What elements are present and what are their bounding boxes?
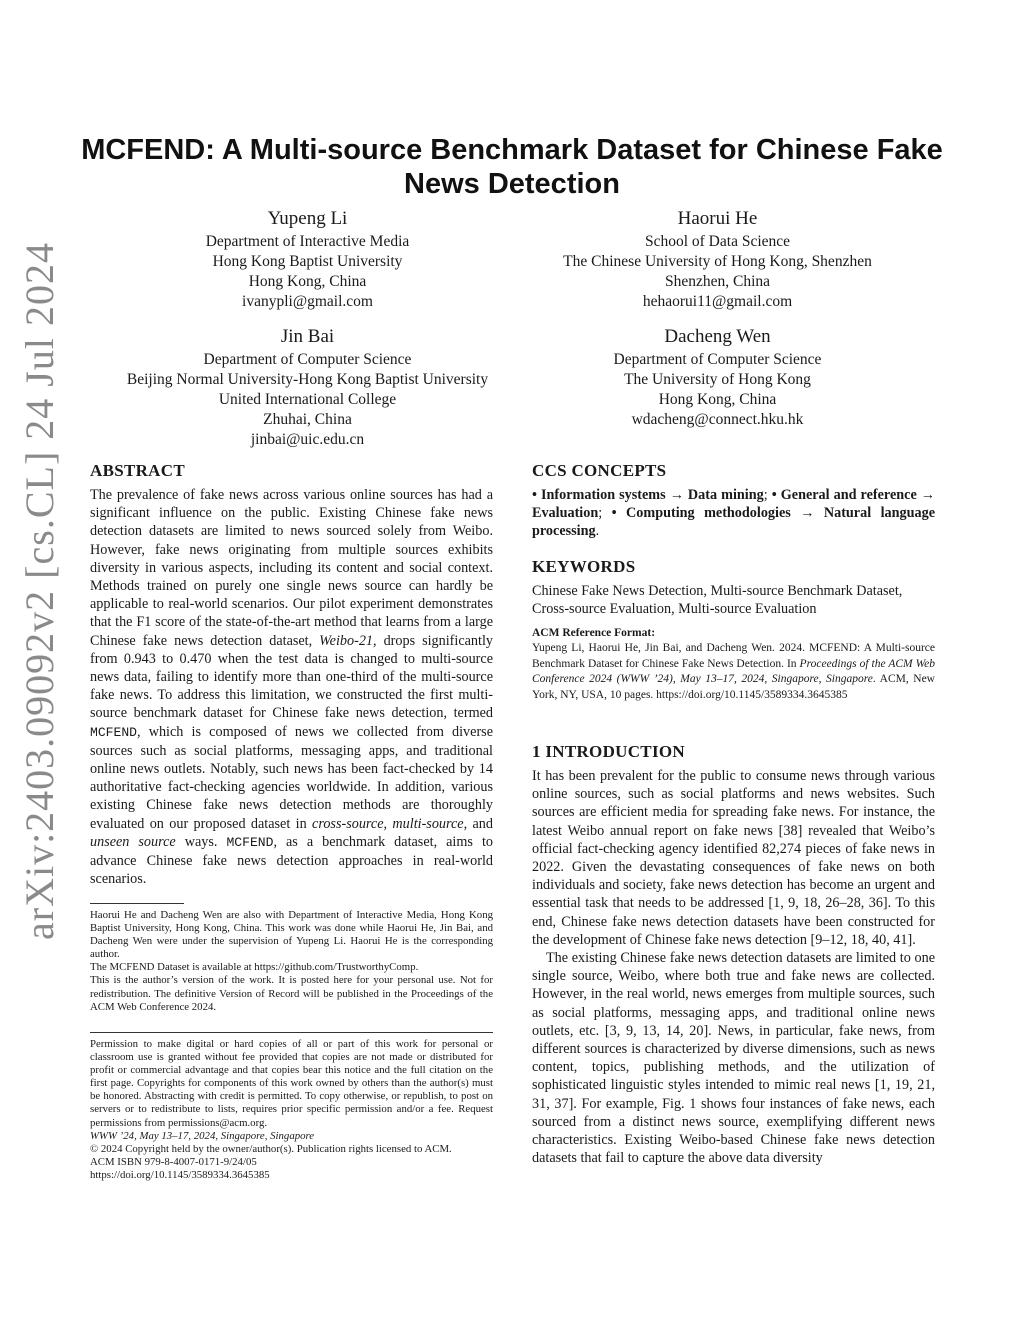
author-block-haorui-he (500, 207, 935, 312)
abstract-heading: ABSTRACT (90, 461, 185, 480)
author-location: Hong Kong, China (658, 391, 777, 408)
permission-block (90, 1038, 493, 1182)
author-name: Jin Bai (280, 326, 335, 347)
author-department: School of Data Science (644, 233, 791, 250)
author-organization: Beijing Normal University-Hong Kong Baptist University (126, 371, 489, 388)
footnote-dataset-link: The MCFEND Dataset is available at https://github.com/TrustworthyComp. (90, 961, 419, 974)
footnote-affiliation: Haorui He and Dacheng Wen are also with Department of Interactive Media, Hong Kong Baptist University, Hong Kong, China. This work was done while Haorui He, Jin Bai, and Dacheng Wen were under the supervision of Yupeng Li. Haorui He is the corresponding author. (90, 909, 493, 961)
author-email: hehaorui11@gmail.com (642, 293, 793, 310)
permission-divider (90, 1032, 493, 1033)
author-name: Haorui He (677, 208, 758, 229)
author-location: Shenzhen, China (664, 273, 771, 290)
abstract-body: The prevalence of fake news across various online sources has had a significant influence on the public. Existing Chinese fake news detection datasets are limited to news sourced solely from Weibo. However, fake news originating from multiple sources exhibits diversity in various aspects, including its content and social context. Methods trained on purely one single news source can hardly be applicable to real-world scenarios. Our pilot experiment demonstrates that the F1 score of the state-of-the-art method that learns from a large Chinese fake news detection dataset, Weibo-21, drops significantly from 0.943 to 0.470 when the test data is changed to multi-source news data, failing to identify more than one-third of the multi-source fake news. To address this limitation, we constructed the first multi-source benchmark dataset for Chinese fake news detection, termed MCFEND, which is composed of news we collected from diverse sources such as social platforms, messaging apps, and traditional online news outlets. Notably, such news has been fact-checked by 14 authoritative fact-checking agencies worldwide. In addition, various existing Chinese fake news detection methods are thoroughly evaluated on our proposed dataset in cross-source, multi-source, and unseen source ways. MCFEND, as a benchmark dataset, aims to advance Chinese fake news detection approaches in real-world scenarios. (90, 487, 494, 888)
author-email: jinbai@uic.edu.cn (250, 431, 365, 448)
footnote-divider (90, 903, 184, 904)
introduction-paragraph-1: It has been prevalent for the public to consume news through various online sources, such as social platforms and news websites. Such sources are efficient media for spreading fake news. For instance, the latest Weibo annual report on fake news [38] revealed that Weibo’s official fact-checking agency identified 82,274 pieces of fake news in 2022. Given the devastating consequences of fake news on both individuals and society, fake news detection has become an urgent and essential task that needs to be addressed [1, 9, 18, 26–28, 36]. To this end, Chinese fake news detection datasets have been constructed for the development of Chinese fake news detection [9–12, 18, 40, 41]. (532, 768, 935, 948)
isbn-line: ACM ISBN 979-8-4007-0171-9/24/05 (90, 1155, 257, 1168)
keywords-heading: KEYWORDS (532, 557, 636, 576)
footnotes (90, 909, 493, 1014)
author-organization: The University of Hong Kong (624, 371, 811, 388)
author-organization-line2: United International College (218, 391, 397, 408)
author-location: Hong Kong, China (248, 273, 367, 290)
author-name: Dacheng Wen (664, 326, 771, 347)
author-department: Department of Interactive Media (205, 233, 410, 250)
author-organization: Hong Kong Baptist University (212, 253, 403, 270)
author-block-jin-bai (90, 325, 525, 450)
permission-notice: Permission to make digital or hard copies of all or part of this work for personal or classroom use is granted without fee provided that copies are not made or distributed for profit or commercial advantage and that copies bear this notice and the full citation on the first page. Copyrights for components of this work owned by others than the author(s) must be honored. Abstracting with credit is permitted. To copy otherwise, or republish, to post on servers or to redistribute to lists, requires prior specific permission and/or a fee. Request permissions from permissions@acm.org. (90, 1038, 493, 1129)
arxiv-identifier-stamp: arXiv:2403.09092v2 [cs.CL] 24 Jul 2024 (17, 242, 62, 940)
ccs-concepts-heading: CCS CONCEPTS (532, 461, 667, 480)
author-department: Department of Computer Science (203, 351, 412, 368)
footnote-author-version: This is the author’s version of the work. It is posted here for your personal use. Not for redistribution. The definitive Version of Record will be published in the Proceedings of the ACM Web Conference 2024. (90, 974, 493, 1013)
keywords-body: Chinese Fake News Detection, Multi-source Benchmark Dataset, Cross-source Evaluation, Multi-source Evaluation (532, 583, 903, 618)
author-email: ivanypli@gmail.com (242, 293, 373, 310)
doi-line: https://doi.org/10.1145/3589334.3645385 (90, 1168, 270, 1181)
introduction-heading: 1 INTRODUCTION (532, 742, 685, 761)
author-location: Zhuhai, China (263, 411, 352, 428)
conference-venue: WWW ’24, May 13–17, 2024, Singapore, Singapore (90, 1129, 315, 1142)
author-name: Yupeng Li (267, 208, 348, 229)
author-block-dacheng-wen (500, 325, 935, 430)
author-department: Department of Computer Science (613, 351, 822, 368)
author-organization: The Chinese University of Hong Kong, Shenzhen (563, 253, 872, 270)
paper-title: MCFEND: A Multi-source Benchmark Dataset for Chinese Fake News Detection (81, 134, 943, 200)
author-email: wdacheng@connect.hku.hk (631, 411, 804, 428)
ccs-concepts-body: • Information systems → Data mining; • General and reference → Evaluation; • Computing methodologies → Natural language processing. (532, 487, 935, 540)
introduction-body (532, 767, 935, 1167)
acm-reference-heading: ACM Reference Format: (532, 627, 656, 639)
author-block-yupeng-li (90, 207, 525, 312)
acm-reference-body: Yupeng Li, Haorui He, Jin Bai, and Dacheng Wen. 2024. MCFEND: A Multi-source Benchmark Dataset for Chinese Fake News Detection. In Proceedings of the ACM Web Conference 2024 (WWW ’24), May 13–17, 2024, Singapore, Singapore. ACM, New York, NY, USA, 10 pages. https://doi.org/10.1145/3589334.3645385 (532, 642, 935, 701)
copyright-line: © 2024 Copyright held by the owner/author(s). Publication rights licensed to ACM. (90, 1142, 452, 1155)
introduction-paragraph-2: The existing Chinese fake news detection datasets are limited to one single source, Weibo, where both true and fake news are collected. However, in the real world, news emerges from multiple sources, such as social platforms, messaging apps, and traditional online news outlets, etc. [3, 9, 13, 14, 20]. News, in particular, fake news, from different sources is characterized by diverse dimensions, such as news content, topics, publishing methods, and the utilization of sophisticated linguistic styles intended to mimic real news [1, 19, 21, 31, 37]. For example, Fig. 1 shows four instances of fake news, each sourced from a distinct news source, exemplifying different news characteristics. Existing Weibo-based Chinese fake news detection datasets that fail to capture the above data diversity (532, 950, 935, 1167)
